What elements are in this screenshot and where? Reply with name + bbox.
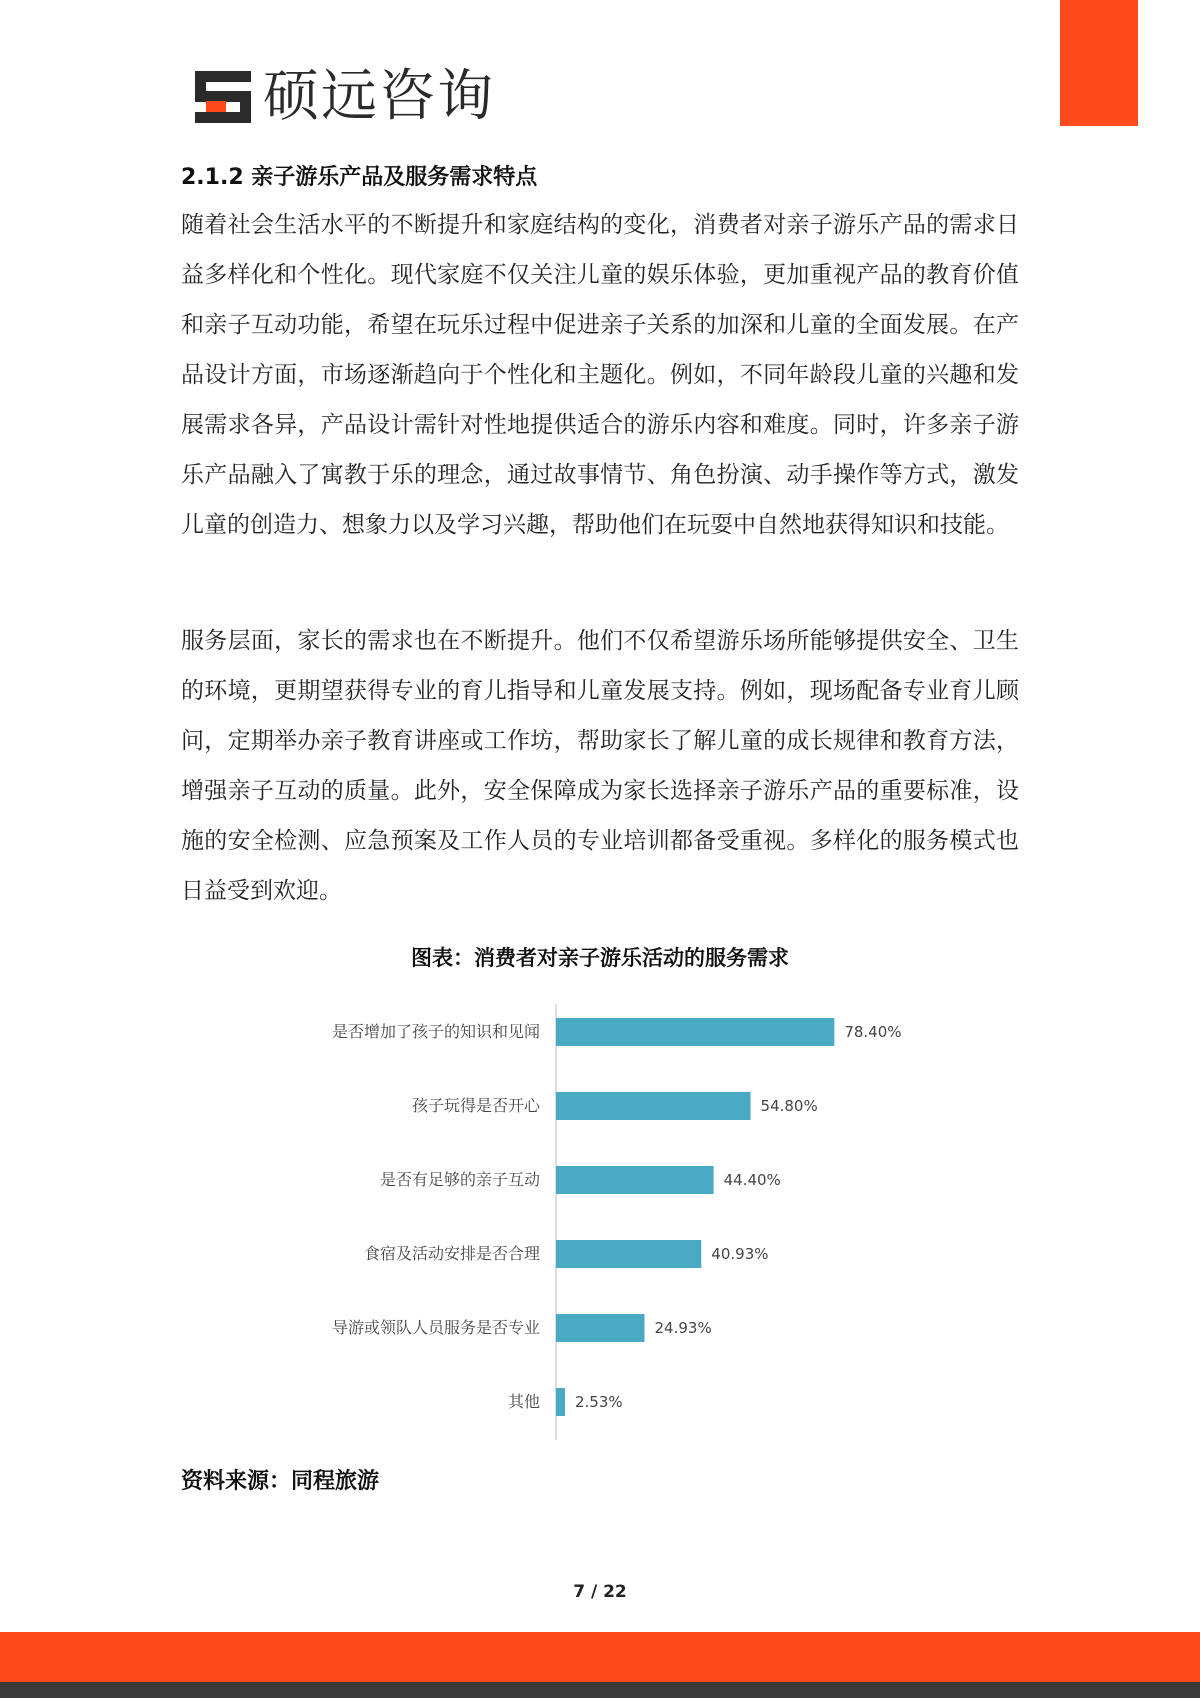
category-label: 导游或领队人员服务是否专业 (331, 1318, 540, 1337)
bar (556, 1166, 714, 1194)
bar (556, 1240, 701, 1268)
category-label: 食宿及活动安排是否合理 (363, 1244, 540, 1263)
bar-chart (0, 1000, 1200, 1440)
bar (556, 1092, 751, 1120)
bar (556, 1388, 565, 1416)
value-label: 2.53% (574, 1393, 623, 1411)
company-name: 硕远咨询 (263, 64, 495, 129)
value-label: 40.93% (711, 1245, 769, 1263)
value-label: 44.40% (723, 1171, 781, 1189)
bar (556, 1314, 645, 1342)
source-note: 资料来源：同程旅游 (181, 1469, 380, 1494)
page-indicator: 7 / 22 (573, 1582, 627, 1602)
category-label: 是否增加了孩子的知识和见闻 (331, 1022, 540, 1041)
section-heading: 2.1.2 亲子游乐产品及服务需求特点 (181, 165, 538, 190)
chart-title: 图表：消费者对亲子游乐活动的服务需求 (411, 946, 789, 970)
value-label: 78.40% (844, 1023, 902, 1041)
value-label: 54.80% (760, 1097, 818, 1115)
body-paragraph: 随着社会生活水平的不断提升和家庭结构的变化，消费者对亲子游乐产品的需求日益多样化和个性化。现代家庭不仅关注儿童的娱乐体验，更加重视产品的教育价值和亲子互动功能，希望在玩乐过程中促进亲子关系的加深和儿童的全面发展。在产品设计方面，市场逐渐趋向于个性化和主题化。例如，不同年龄段儿童的兴趣和发展需求各异，产品设计需针对性地提供适合的游乐内容和难度。同时，许多亲子游乐产品融入了寓教于乐的理念，通过故事情节、角色扮演、动手操作等方式，激发儿童的创造力、想象力以及学习兴趣，帮助他们在玩耍中自然地获得知识和技能。 (181, 212, 1019, 538)
category-label: 孩子玩得是否开心 (411, 1096, 540, 1115)
footer-strip (0, 1682, 1200, 1698)
footer-accent-bar (0, 1632, 1200, 1682)
category-label: 其他 (507, 1392, 540, 1411)
bar (556, 1018, 834, 1046)
company-logo-icon (195, 71, 251, 123)
corner-accent-block (1060, 0, 1138, 126)
body-paragraph: 服务层面，家长的需求也在不断提升。他们不仅希望游乐场所能够提供安全、卫生的环境，更期望获得专业的育儿指导和儿童发展支持。例如，现场配备专业育儿顾问，定期举办亲子教育讲座或工作坊，帮助家长了解儿童的成长规律和教育方法，增强亲子互动的质量。此外，安全保障成为家长选择亲子游乐产品的重要标准，设施的安全检测、应急预案及工作人员的专业培训都备受重视。多样化的服务模式也日益受到欢迎。 (181, 628, 1019, 904)
company-logo (195, 62, 495, 132)
category-label: 是否有足够的亲子互动 (379, 1170, 540, 1189)
value-label: 24.93% (654, 1319, 712, 1337)
